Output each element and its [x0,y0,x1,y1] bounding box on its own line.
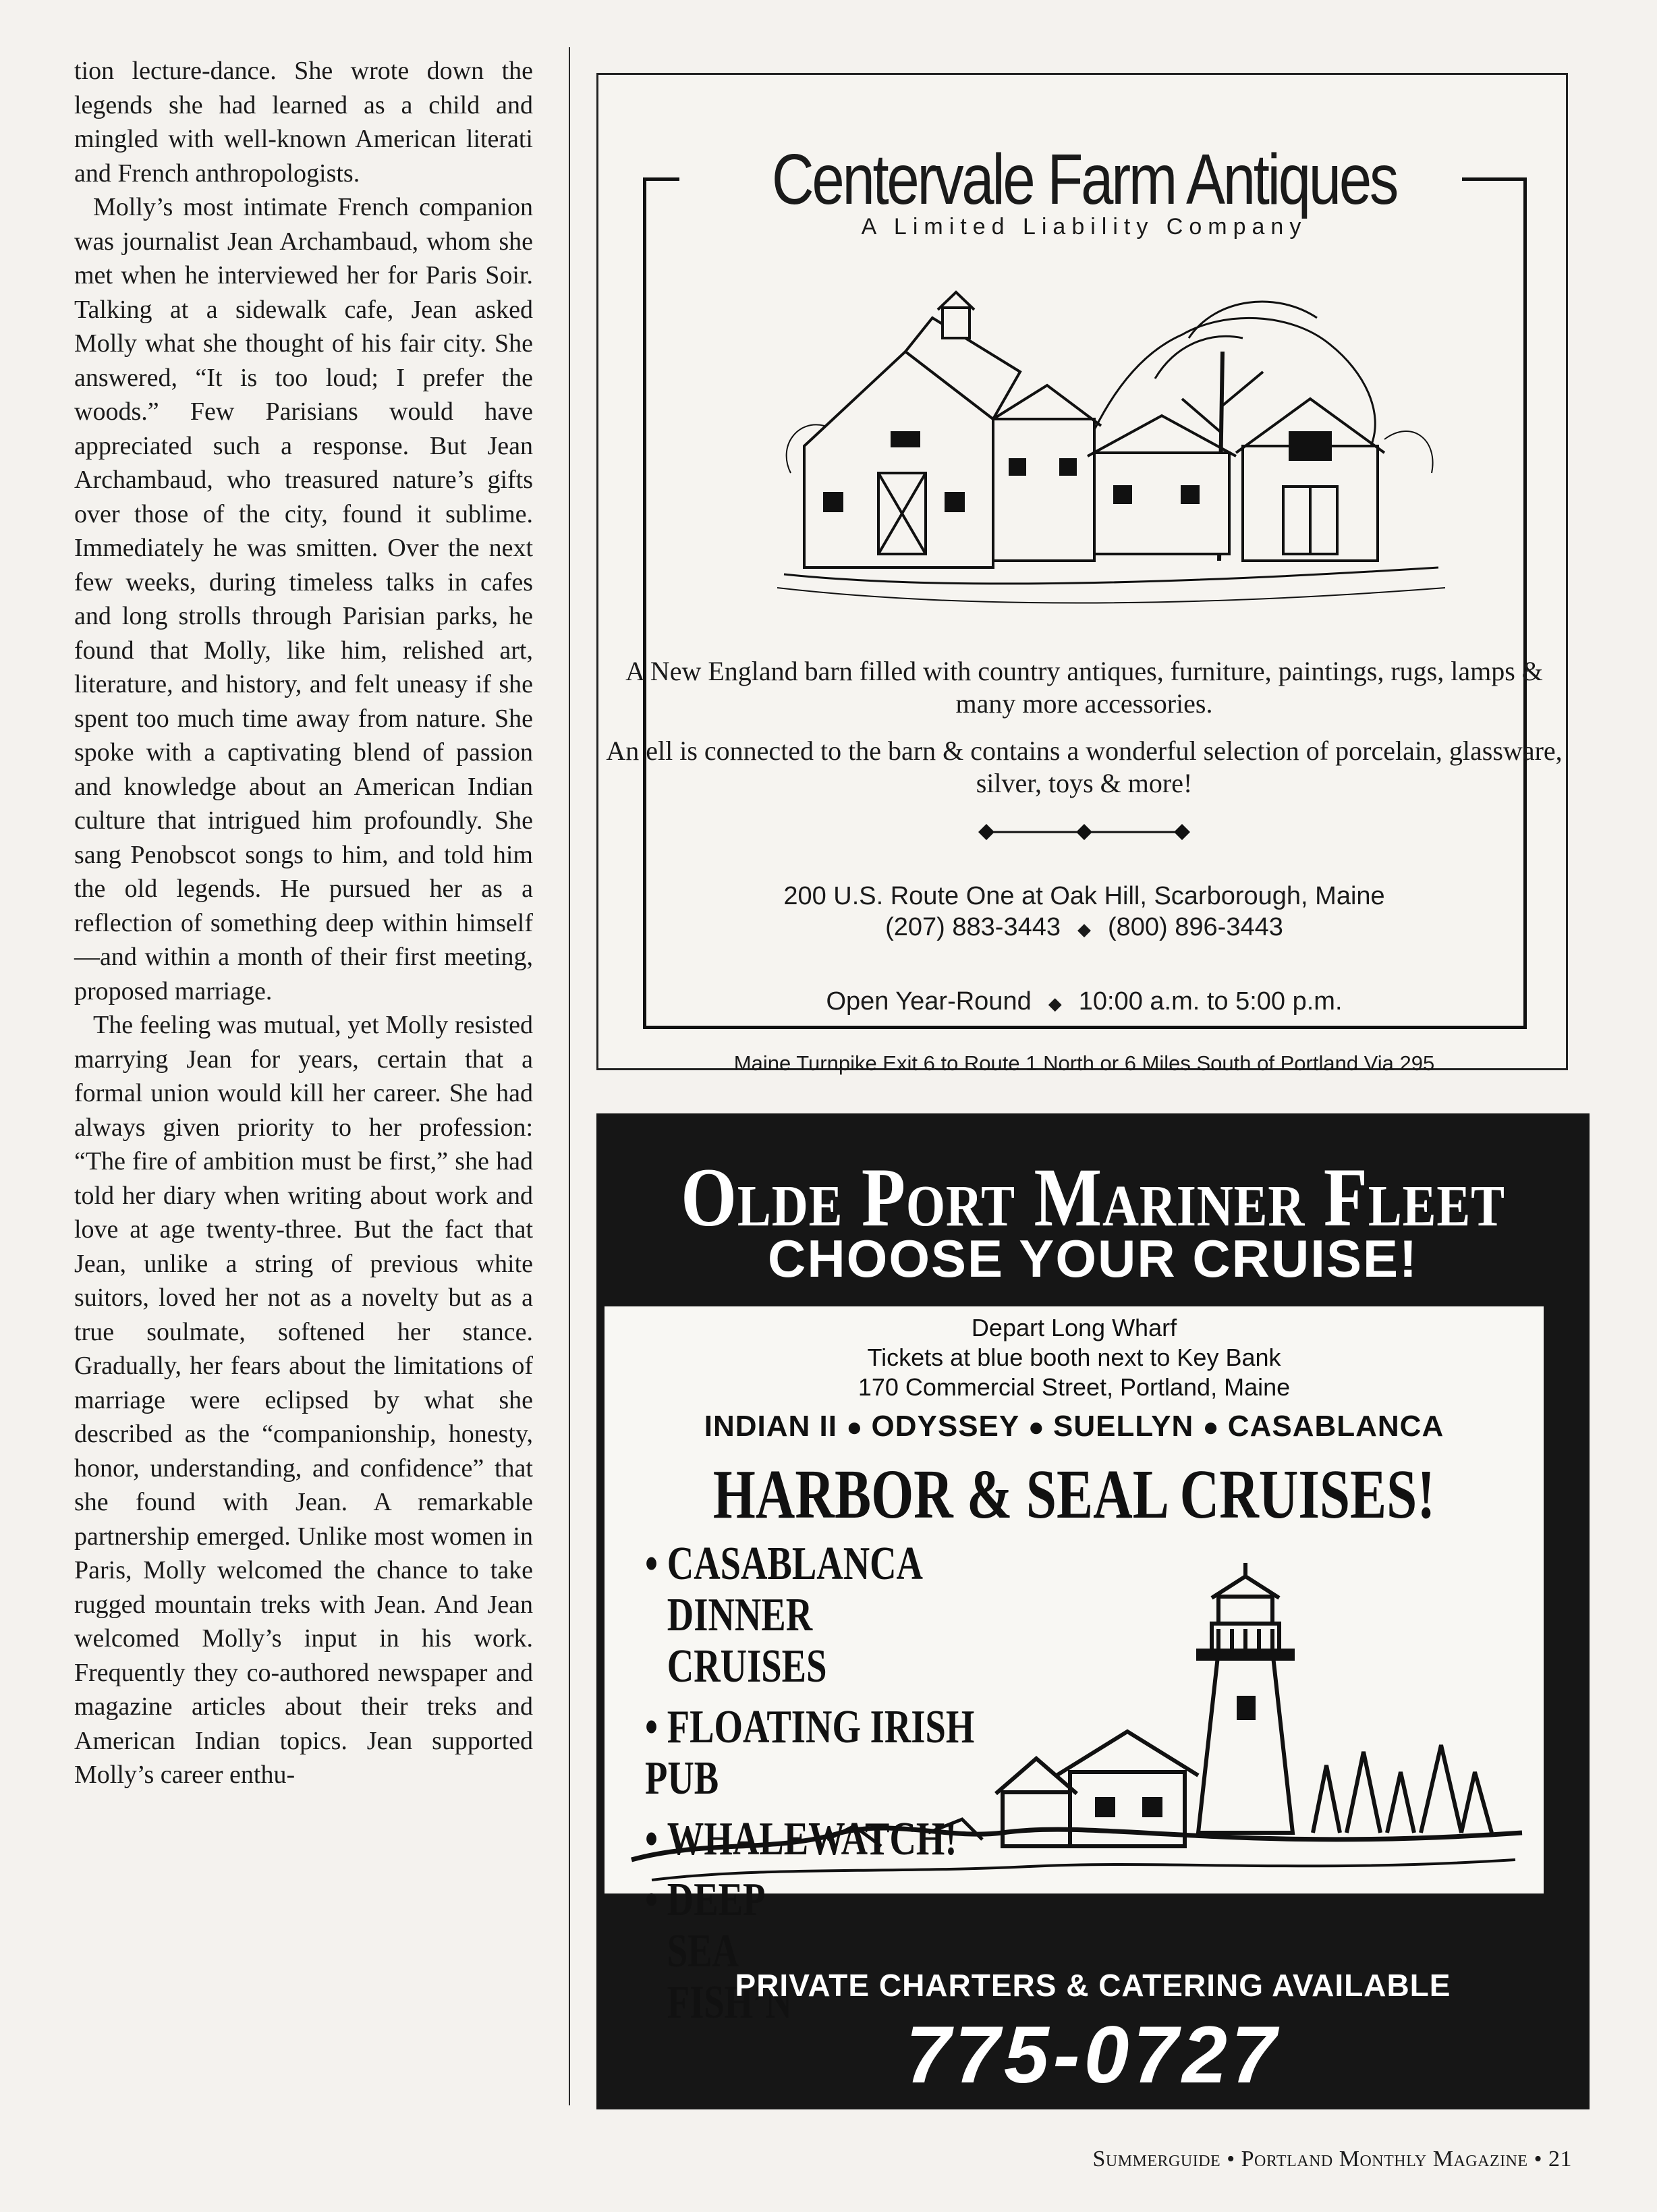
ad-description-1: A New England barn filled with country antiques, furniture, paintings, rugs, lamps & many more accessories. [625,656,1543,719]
phone-number: 775-0727 [905,2010,1281,2100]
ship-name: SUELLYN [1052,1410,1194,1443]
article-paragraph: tion lecture-dance. She wrote down the legends she had learned as a child and mingled with well-known American literati and French anthropologists. [74,57,533,188]
diamond-ornament-icon [973,820,1196,844]
bullet-icon: ● [1028,1412,1053,1442]
article-paragraph: The feeling was mutual, yet Molly resisted marrying Jean for years, certain that a formal union would kill her career. She had always given priority to her profession: “The fire of ambition must be first,” she had told her diary when writing about work and love at age twenty-three. But the fact that Jean, unlike a string of previous white suitors, loved her not as a novelty but as a true soulmate, softened her stance. Gradually, her fears about the limitations of marriage were eclipsed by what she described as the “companionship, honesty, honor, understanding, and confidence” that she found with Jean. A remarkable partnership emerged. Unlike most women in Paris, Molly welcomed the chance to take rugged mountain treks with Jean. And Jean welcomed Molly’s input in his work. Frequently they co-authored newspaper and magazine articles about their treks and American Indian topics. Jean supported Molly’s career enthu- [74,1011,533,1789]
street-text: 170 Commercial Street, Portland, Maine [858,1373,1291,1401]
column-divider [569,47,570,2105]
mariner-fleet-ad [596,1113,1590,2109]
bullet-icon: ● [1202,1412,1228,1442]
ship-name: CASABLANCA [1227,1410,1444,1443]
ship-name: ODYSSEY [871,1410,1019,1443]
charters-text: PRIVATE CHARTERS & CATERING AVAILABLE [735,1968,1451,2003]
diamond-separator-icon: ◆ [1038,993,1072,1014]
article-paragraph: Molly’s most intimate French companion was journalist Jean Archambaud, whom she met when he interviewed her for Paris Soir. Talking at a sidewalk cafe, Jean asked Molly what she thought of his fair city. She answered, “It is too loud; I prefer the woods.” Few Parisians would have appreciated such a response. But Jean Archambaud, who treasured nature’s gifts over those of the city, found it sublime. Immediately he was smitten. Over the next few weeks, during timeless talks in cafes and long strolls through Parisian parks, he found that Molly, like him, relished art, literature, and history, and felt uneasy if she spent too much time away from nature. She spoke with a captivating blend of passion and knowledge about an American Indian culture that intrigued him profoundly. She sang Penobscot songs to him, and told him the old legends. He pursued her as a reflection of something deep within himself—and within a month of their first meeting, proposed marriage. [74,193,533,1005]
cruise-offer-item: • CASABLANCA DINNER CRUISES [645,1538,921,1692]
ad-hours-label: Open Year-Round [826,987,1032,1016]
cruise-offer-list [645,1539,1045,2038]
ad-subtitle: A Limited Liability Company [861,214,1308,240]
cruise-offer-item: • WHALEWATCH! [645,1813,957,1865]
centervale-ad [596,73,1568,1075]
article-column [74,54,533,2119]
ad-hours-time: 10:00 a.m. to 5:00 p.m. [1078,987,1343,1016]
ad-address: 200 U.S. Route One at Oak Hill, Scarborough, Maine [783,882,1385,910]
cruise-offer-item: • DEEP SEA FISH’N [645,1874,792,2028]
ship-name: INDIAN II [704,1410,837,1443]
diamond-separator-icon: ◆ [1067,919,1101,939]
harbor-cruises-heading: HARBOR & SEAL CRUISES! [712,1456,1436,1533]
cruise-offer-item: • FLOATING IRISH PUB [645,1701,975,1804]
bullet-icon: ● [846,1412,872,1442]
depart-text: Depart Long Wharf [971,1314,1177,1342]
ad-description-2: An ell is connected to the barn & contains a wonderful selection of porcelain, glassware, silver, toys & more! [606,736,1563,798]
tickets-text: Tickets at blue booth next to Key Bank [867,1344,1281,1371]
ship-list [605,1408,1544,1446]
barn-illustration [777,271,1445,621]
ad-phone-local: (207) 883-3443 [885,913,1061,941]
ad-directions: Maine Turnpike Exit 6 to Route 1 North or 6 Miles South of Portland Via 295 [733,1051,1435,1075]
ad-subhead: CHOOSE YOUR CRUISE! [767,1229,1419,1288]
ad-phones [598,912,1570,945]
ad-phone-tollfree: (800) 896-3443 [1108,913,1283,941]
ad-hours [598,986,1570,1019]
page-footer: Summerguide • Portland Monthly Magazine • 21 [1092,2147,1572,2172]
ad-title: Centervale Farm Antiques [771,140,1397,219]
ad-headline: Olde Port Mariner Fleet [681,1151,1505,1244]
